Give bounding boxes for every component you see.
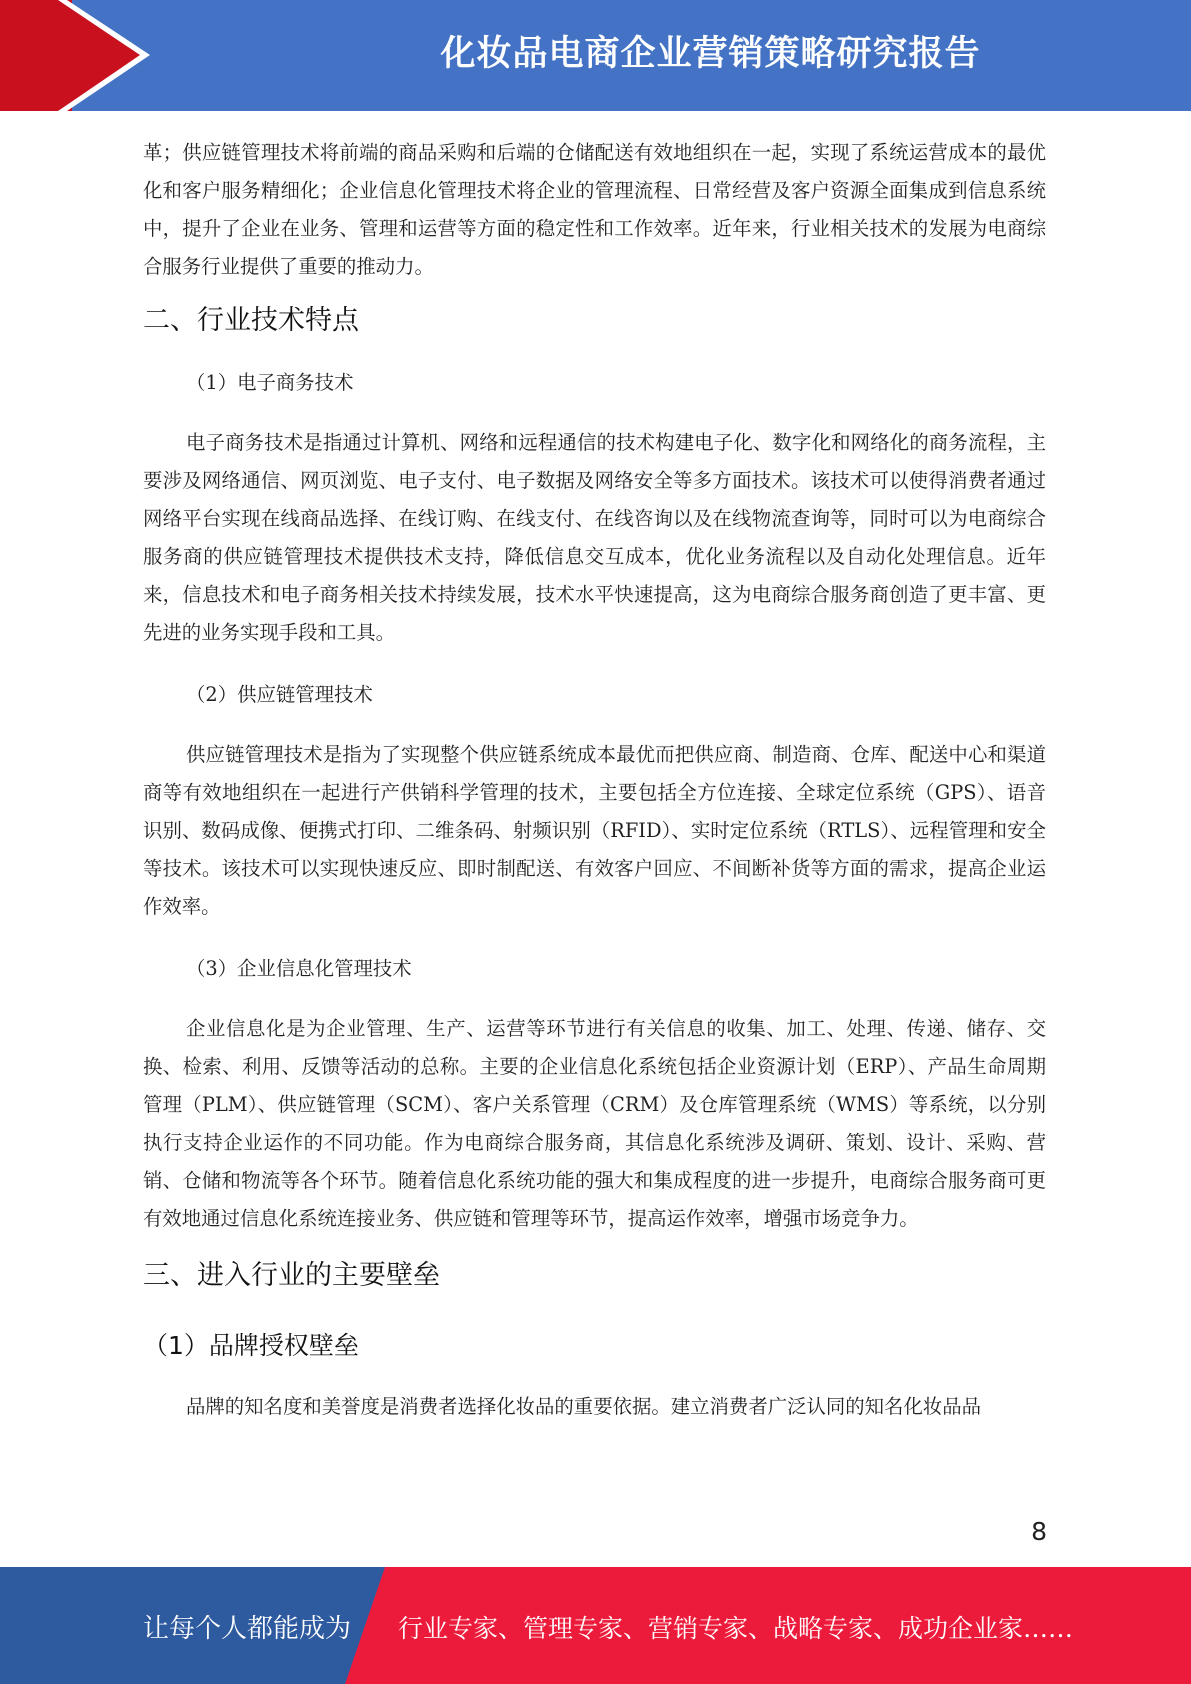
brand-barrier-paragraph: 品牌的知名度和美誉度是消费者选择化妆品的重要依据。建立消费者广泛认同的知名化妆品品 (186, 1395, 982, 1418)
footer-slogan-right: 行业专家、管理专家、营销专家、战略专家、成功企业家…… (398, 1614, 1074, 1643)
page-header (0, 0, 1191, 111)
subheading-ecommerce-tech: （1）电子商务技术 (186, 371, 354, 394)
enterprise-info-tech-paragraph: 企业信息化是为企业管理、生产、运营等环节进行有关信息的收集、加工、处理、传递、储存、交换、检索、利用、反馈等活动的总称。主要的企业信息化系统包括企业资源计划（ERP）、产品生命周期管理（PLM）、供应链管理（SCM）、客户关系管理（CRM）及仓库管理系统（WMS）等系统，以分别执行支持企业运作的不同功能。作为电商综合服务商，其信息化系统涉及调研、策划、设计、采购、营销、仓储和物流等各个环节。随着信息化系统功能的强大和集成程度的进一步提升，电商综合服务商可更有效地通过信息化系统连接业务、供应链和管理等环节，提高运作效率，增强市场竞争力。 (143, 1017, 1046, 1230)
section-heading-tech-features: 二、行业技术特点 (143, 305, 359, 336)
subheading-supply-chain-tech: （2）供应链管理技术 (186, 683, 373, 706)
page-footer (0, 1567, 1191, 1684)
header-chevron-arrow-icon (0, 0, 140, 111)
supply-chain-tech-paragraph: 供应链管理技术是指为了实现整个供应链系统成本最优而把供应商、制造商、仓库、配送中心和渠道商等有效地组织在一起进行产供销科学管理的技术，主要包括全方位连接、全球定位系统（GPS）、语音识别、数码成像、便携式打印、二维条码、射频识别（RFID）、实时定位系统（RTLS）、远程管理和安全等技术。该技术可以实现快速反应、即时制配送、有效客户回应、不间断补货等方面的需求，提高企业运作效率。 (143, 743, 1046, 918)
ecommerce-tech-paragraph: 电子商务技术是指通过计算机、网络和远程通信的技术构建电子化、数字化和网络化的商务流程，主要涉及网络通信、网页浏览、电子支付、电子数据及网络安全等多方面技术。该技术可以使得消费者通过网络平台实现在线商品选择、在线订购、在线支付、在线咨询以及在线物流查询等，同时可以为电商综合服务商的供应链管理技术提供技术支持，降低信息交互成本，优化业务流程以及自动化处理信息。近年来，信息技术和电子商务相关技术持续发展，技术水平快速提高，这为电商综合服务商创造了更丰富、更先进的业务实现手段和工具。 (143, 431, 1046, 644)
document-body (143, 134, 1046, 1426)
subheading-enterprise-info-tech: （3）企业信息化管理技术 (186, 957, 412, 980)
footer-slogan-left: 让每个人都能成为 (143, 1614, 352, 1644)
subheading-brand-authorization-barrier: （1）品牌授权壁垒 (143, 1331, 359, 1360)
intro-paragraph: 革；供应链管理技术将前端的商品采购和后端的仓储配送有效地组织在一起，实现了系统运营成本的最优化和客户服务精细化；企业信息化管理技术将企业的管理流程、日常经营及客户资源全面集成到信息系统中，提升了企业在业务、管理和运营等方面的稳定性和工作效率。近年来，行业相关技术的发展为电商综合服务行业提供了重要的推动力。 (143, 141, 1046, 278)
section-heading-entry-barriers: 三、进入行业的主要壁垒 (143, 1260, 440, 1291)
page-number: 8 (1031, 1517, 1047, 1546)
report-title: 化妆品电商企业营销策略研究报告 (440, 34, 981, 74)
